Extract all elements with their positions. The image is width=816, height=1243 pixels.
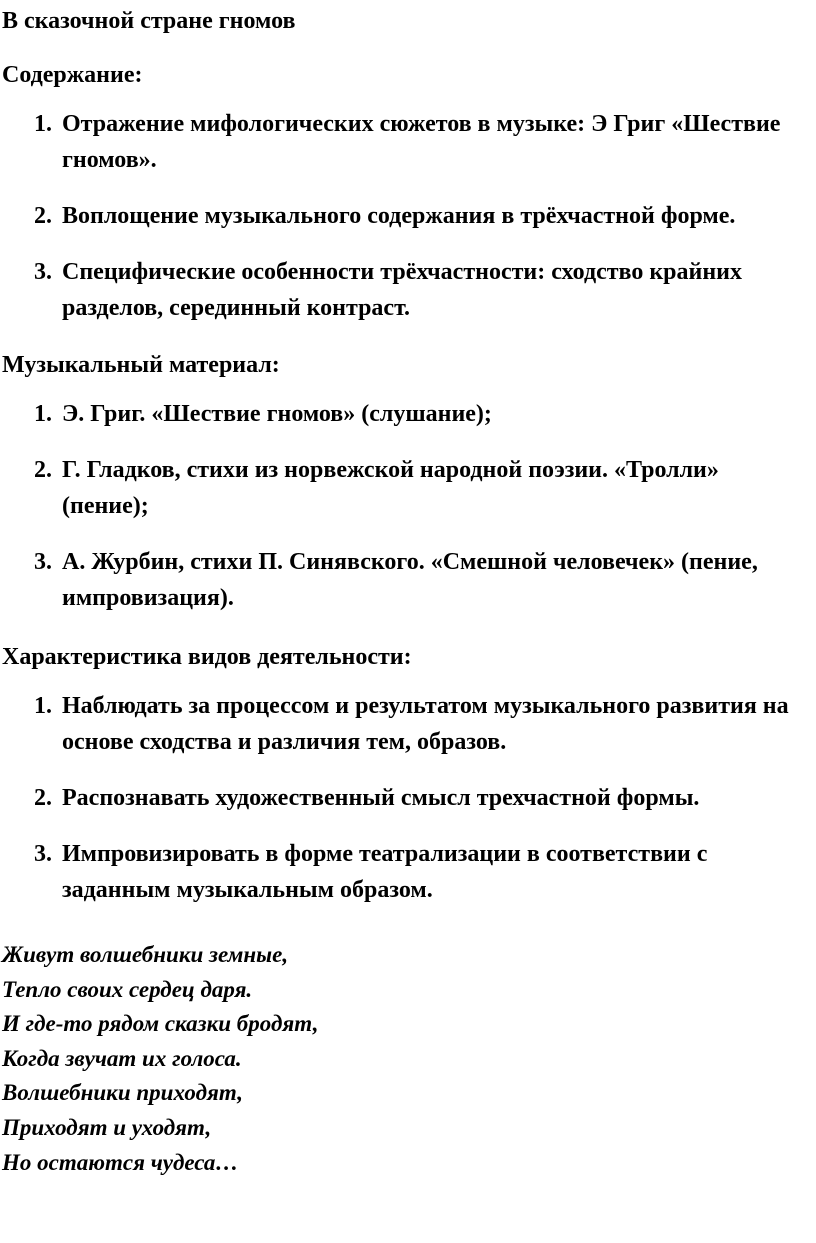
document-title: В сказочной стране гномов <box>2 8 296 34</box>
list-item <box>2 836 816 908</box>
content-heading: Содержание: <box>2 62 143 88</box>
list-item-number: 2. <box>34 785 52 811</box>
list-item-text: Э. Григ. «Шествие гномов» (слушание); <box>62 401 492 427</box>
list-item <box>2 544 816 616</box>
poem-line: Тепло своих сердец даря. <box>2 976 253 1002</box>
list-item <box>2 452 816 524</box>
poem-line: Приходят и уходят, <box>2 1114 212 1140</box>
poem <box>2 938 816 1180</box>
list-item-text: Импровизировать в форме театрализации в соответствии с заданным музыкальным образом. <box>62 841 708 903</box>
content-list <box>2 106 816 326</box>
list-item-text: А. Журбин, стихи П. Синявского. «Смешной человечек» (пение, импровизация). <box>62 549 758 611</box>
poem-line: Когда звучат их голоса. <box>2 1045 242 1071</box>
list-item-text: Специфические особенности трёхчастности: сходство крайних разделов, серединный контраст. <box>62 259 742 321</box>
list-item-text: Воплощение музыкального содержания в трёхчастной форме. <box>62 203 736 229</box>
list-item-number: 2. <box>34 457 52 483</box>
activities-list <box>2 688 816 908</box>
list-item-number: 2. <box>34 203 52 229</box>
activities-heading: Характеристика видов деятельности: <box>2 644 412 670</box>
list-item <box>2 688 816 760</box>
list-item-number: 3. <box>34 841 52 867</box>
poem-line: Но остаются чудеса… <box>2 1149 239 1175</box>
list-item-number: 1. <box>34 401 52 427</box>
list-item-text: Г. Гладков, стихи из норвежской народной поэзии. «Тролли» (пение); <box>62 457 719 519</box>
list-item-number: 1. <box>34 693 52 719</box>
list-item-text: Распознавать художественный смысл трехчастной формы. <box>62 785 700 811</box>
list-item-number: 1. <box>34 111 52 137</box>
list-item <box>2 396 816 432</box>
poem-line: Живут волшебники земные, <box>2 942 289 967</box>
material-heading: Музыкальный материал: <box>2 352 280 378</box>
list-item <box>2 780 816 816</box>
list-item-number: 3. <box>34 549 52 575</box>
poem-line: Волшебники приходят, <box>2 1080 244 1106</box>
list-item <box>2 106 816 178</box>
list-item-number: 3. <box>34 259 52 285</box>
list-item-text: Отражение мифологических сюжетов в музыке: Э Григ «Шествие гномов». <box>62 111 781 173</box>
list-item <box>2 254 816 326</box>
list-item-text: Наблюдать за процессом и результатом музыкального развития на основе сходства и различия тем, образов. <box>62 693 789 755</box>
material-list <box>2 396 816 616</box>
list-item <box>2 198 816 234</box>
poem-line: И где-то рядом сказки бродят, <box>2 1011 319 1037</box>
